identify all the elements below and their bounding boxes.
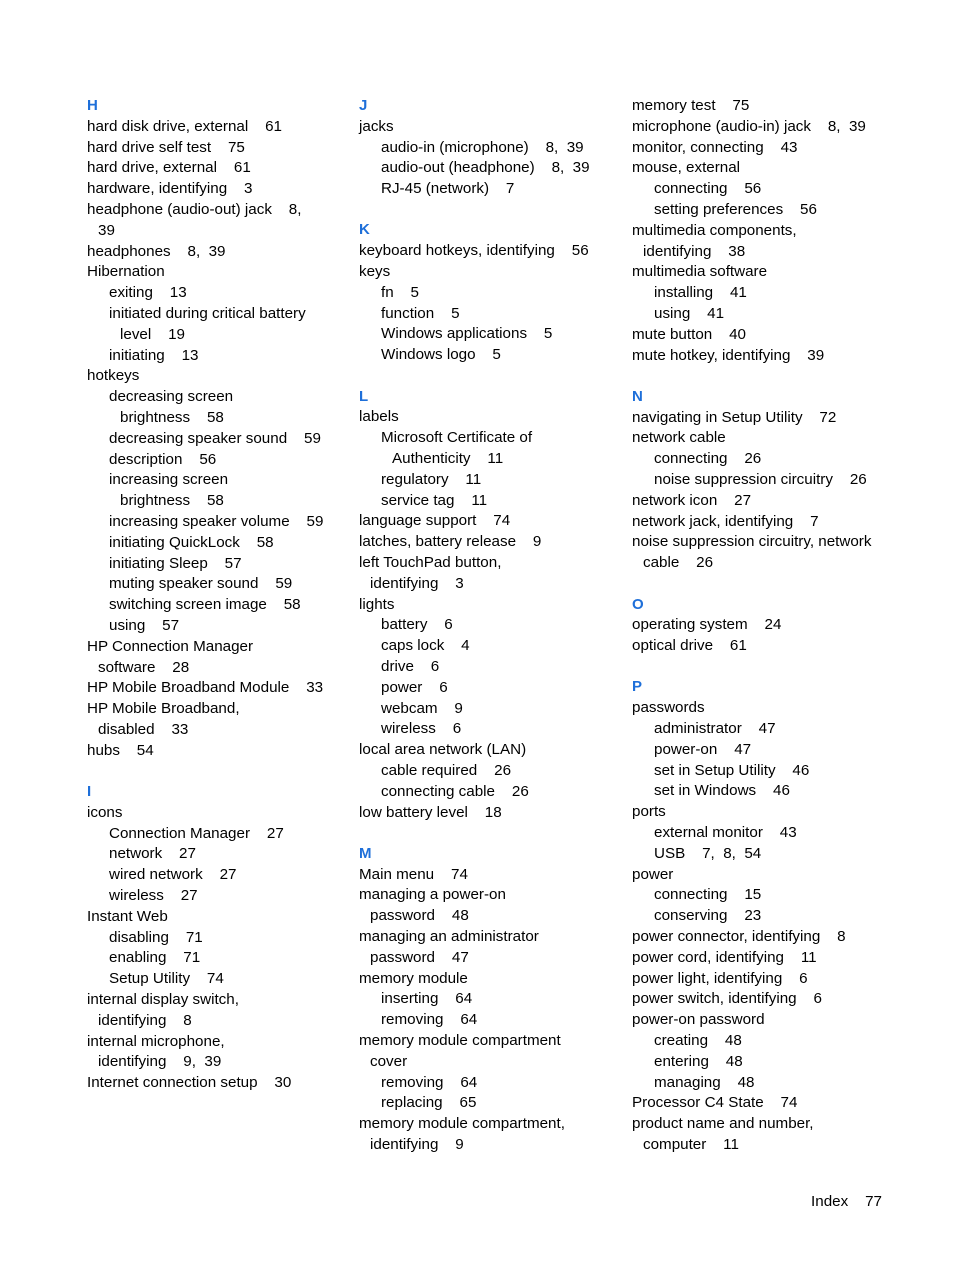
index-entry: setting preferences 56: [654, 200, 817, 218]
index-entry: microphone (audio-in) jack 8, 39: [632, 117, 866, 135]
index-entry: mute button 40: [632, 325, 746, 343]
index-entry: function 5: [381, 304, 460, 322]
index-entry: external monitor 43: [654, 824, 797, 841]
index-entry: identifying 9: [370, 1135, 464, 1153]
index-entry: power 6: [381, 678, 448, 696]
index-entry: hardware, identifying 3: [87, 180, 253, 198]
index-entry: HP Connection Manager: [87, 637, 254, 655]
index-entry: language support 74: [359, 512, 511, 530]
index-entry: initiating QuickLock 58: [109, 533, 274, 551]
index-entry: password 47: [370, 948, 469, 966]
index-entry: power: [632, 865, 674, 883]
index-entry: Setup Utility 74: [109, 970, 224, 988]
index-entry: keyboard hotkeys, identifying 56: [359, 242, 589, 260]
index-entry: wireless 27: [109, 886, 198, 904]
index-entry: managing an administrator: [359, 927, 539, 945]
index-entry: HP Mobile Broadband,: [87, 700, 240, 718]
index-entry: Windows applications 5: [381, 325, 553, 343]
index-entry: wired network 27: [109, 866, 237, 884]
index-entry: webcam 9: [381, 699, 463, 717]
index-entry: audio-out (headphone) 8, 39: [381, 159, 590, 177]
section-letter: M: [359, 844, 372, 862]
index-entry: hotkeys: [87, 367, 140, 385]
index-entry: cable 26: [643, 554, 714, 572]
index-entry: labels: [359, 408, 399, 426]
index-entry: managing a power-on: [359, 886, 506, 904]
index-entry: cover: [370, 1052, 408, 1070]
index-column-3: [632, 96, 892, 1176]
index-entry: connecting 26: [654, 450, 762, 468]
index-entry: internal microphone,: [87, 1032, 225, 1050]
index-section: [632, 677, 892, 1155]
index-entry: jacks: [359, 117, 394, 135]
index-entry: connecting 15: [654, 886, 762, 904]
index-entry: Main menu 74: [359, 865, 468, 883]
index-entry: Authenticity 11: [392, 449, 504, 467]
index-entry: memory module: [359, 969, 468, 987]
index-section: [632, 595, 892, 657]
index-entry: computer 11: [643, 1135, 739, 1153]
index-entry: using 57: [109, 616, 180, 634]
index-entry: Internet connection setup 30: [87, 1074, 292, 1092]
index-entry: power switch, identifying 6: [632, 990, 822, 1008]
index-entry: replacing 65: [381, 1094, 477, 1112]
index-entry: managing 48: [654, 1073, 755, 1091]
index-entry: icons: [87, 803, 123, 821]
index-entry: product name and number,: [632, 1115, 814, 1133]
index-entry: optical drive 61: [632, 637, 747, 655]
index-entry: initiating 13: [109, 346, 199, 364]
index-entry: wireless 6: [381, 720, 462, 738]
index-entry: Instant Web: [87, 907, 168, 925]
index-entry: noise suppression circuitry 26: [654, 471, 867, 489]
index-entry: local area network (LAN): [359, 741, 527, 759]
index-entry: RJ-45 (network) 7: [381, 180, 515, 198]
index-entry: memory module compartment,: [359, 1115, 565, 1133]
index-entry: 39: [98, 221, 115, 239]
index-entry: exiting 13: [109, 284, 187, 302]
index-entry: Processor C4 State 74: [632, 1094, 798, 1112]
index-entry: brightness 58: [120, 408, 224, 426]
index-entry: connecting cable 26: [381, 782, 529, 800]
index-entry: decreasing screen: [109, 388, 234, 406]
section-letter: L: [359, 387, 369, 405]
index-entry: removing 64: [381, 1073, 478, 1091]
index-entry: mouse, external: [632, 159, 741, 177]
index-entry: hubs 54: [87, 741, 154, 759]
index-entry: power light, identifying 6: [632, 969, 808, 987]
index-entry: latches, battery release 9: [359, 533, 542, 551]
index-entry: disabled 33: [98, 720, 189, 738]
index-entry: power-on 47: [654, 740, 752, 758]
section-letter: N: [632, 387, 643, 405]
index-entry: Hibernation: [87, 263, 165, 281]
section-letter: K: [359, 221, 370, 239]
index-section: [359, 220, 614, 366]
index-section: [87, 96, 337, 762]
section-letter: J: [359, 97, 368, 114]
index-entry: caps lock 4: [381, 637, 470, 655]
index-entry: connecting 56: [654, 180, 762, 198]
index-entry: conserving 23: [654, 907, 762, 925]
index-entry: identifying 3: [370, 574, 464, 592]
index-entry: hard drive self test 75: [87, 138, 245, 156]
section-letter: P: [632, 678, 643, 696]
index-entry: regulatory 11: [381, 470, 482, 488]
index-entry: memory module compartment: [359, 1031, 561, 1049]
index-entry: network cable: [632, 429, 726, 447]
index-entry: power-on password: [632, 1011, 765, 1029]
page-footer: [811, 1192, 882, 1213]
index-entry: identifying 9, 39: [98, 1053, 222, 1071]
index-entry: level 19: [120, 325, 186, 343]
index-section: [359, 844, 614, 1156]
index-column-1: [87, 96, 337, 1114]
index-entry: password 48: [370, 907, 469, 925]
index-entry: entering 48: [654, 1052, 743, 1070]
index-entry: software 28: [98, 658, 190, 676]
index-entry: service tag 11: [381, 491, 488, 509]
index-entry: description 56: [109, 450, 217, 468]
index-entry: cable required 26: [381, 761, 512, 779]
index-entry: inserting 64: [381, 990, 473, 1008]
index-entry: brightness 58: [120, 492, 224, 510]
index-column-2: [359, 96, 614, 1176]
index-entry: identifying 38: [643, 242, 746, 260]
index-entry: set in Windows 46: [654, 782, 790, 800]
index-entry: battery 6: [381, 616, 453, 634]
index-entry: set in Setup Utility 46: [654, 761, 810, 779]
index-entry: ports: [632, 803, 666, 821]
index-entry: Windows logo 5: [381, 346, 501, 364]
index-section: [632, 96, 892, 366]
index-entry: enabling 71: [109, 949, 201, 967]
index-entry: keys: [359, 263, 391, 281]
index-entry: muting speaker sound 59: [109, 575, 293, 593]
index-entry: using 41: [654, 304, 725, 322]
index-entry: internal display switch,: [87, 990, 239, 1008]
index-entry: removing 64: [381, 1011, 478, 1029]
index-entry: disabling 71: [109, 928, 203, 946]
index-entry: increasing screen: [109, 471, 229, 489]
index-entry: decreasing speaker sound 59: [109, 429, 321, 447]
index-entry: passwords: [632, 699, 705, 717]
index-section: [359, 96, 614, 200]
page-number: 77: [865, 1193, 882, 1210]
index-entry: HP Mobile Broadband Module 33: [87, 679, 324, 697]
footer-label: Index: [811, 1193, 849, 1210]
index-entry: drive 6: [381, 657, 440, 675]
index-entry: monitor, connecting 43: [632, 138, 798, 156]
index-entry: multimedia software: [632, 263, 768, 281]
index-entry: creating 48: [654, 1031, 742, 1049]
index-entry: headphone (audio-out) jack 8,: [87, 200, 302, 218]
index-entry: identifying 8: [98, 1011, 192, 1029]
index-entry: navigating in Setup Utility 72: [632, 408, 837, 426]
section-letter: H: [87, 97, 98, 114]
index-entry: Connection Manager 27: [109, 824, 284, 842]
index-entry: mute hotkey, identifying 39: [632, 346, 825, 364]
index-entry: initiating Sleep 57: [109, 554, 242, 572]
index-entry: fn 5: [381, 283, 419, 301]
index-entry: low battery level 18: [359, 803, 502, 821]
index-entry: switching screen image 58: [109, 596, 301, 614]
section-letter: I: [87, 783, 92, 800]
index-entry: audio-in (microphone) 8, 39: [381, 138, 584, 156]
index-entry: network 27: [109, 845, 196, 863]
index-entry: increasing speaker volume 59: [109, 512, 324, 530]
index-entry: multimedia components,: [632, 221, 797, 239]
index-entry: USB 7, 8, 54: [654, 844, 762, 862]
index-entry: left TouchPad button,: [359, 553, 502, 571]
index-entry: power cord, identifying 11: [632, 948, 817, 966]
index-section: [87, 782, 337, 1094]
index-entry: installing 41: [654, 284, 747, 302]
index-entry: Microsoft Certificate of: [381, 429, 533, 447]
index-entry: memory test 75: [632, 97, 750, 114]
index-entry: power connector, identifying 8: [632, 927, 846, 945]
index-entry: hard drive, external 61: [87, 159, 251, 177]
section-letter: O: [632, 595, 644, 613]
index-section: [359, 387, 614, 824]
index-entry: operating system 24: [632, 616, 782, 634]
index-entry: initiated during critical battery: [109, 304, 306, 322]
index-entry: noise suppression circuitry, network: [632, 533, 872, 551]
index-entry: hard disk drive, external 61: [87, 117, 283, 135]
index-entry: network jack, identifying 7: [632, 512, 819, 530]
index-entry: administrator 47: [654, 720, 776, 738]
index-entry: lights: [359, 595, 395, 613]
index-entry: headphones 8, 39: [87, 242, 226, 260]
index-entry: network icon 27: [632, 491, 752, 509]
index-section: [632, 387, 892, 574]
